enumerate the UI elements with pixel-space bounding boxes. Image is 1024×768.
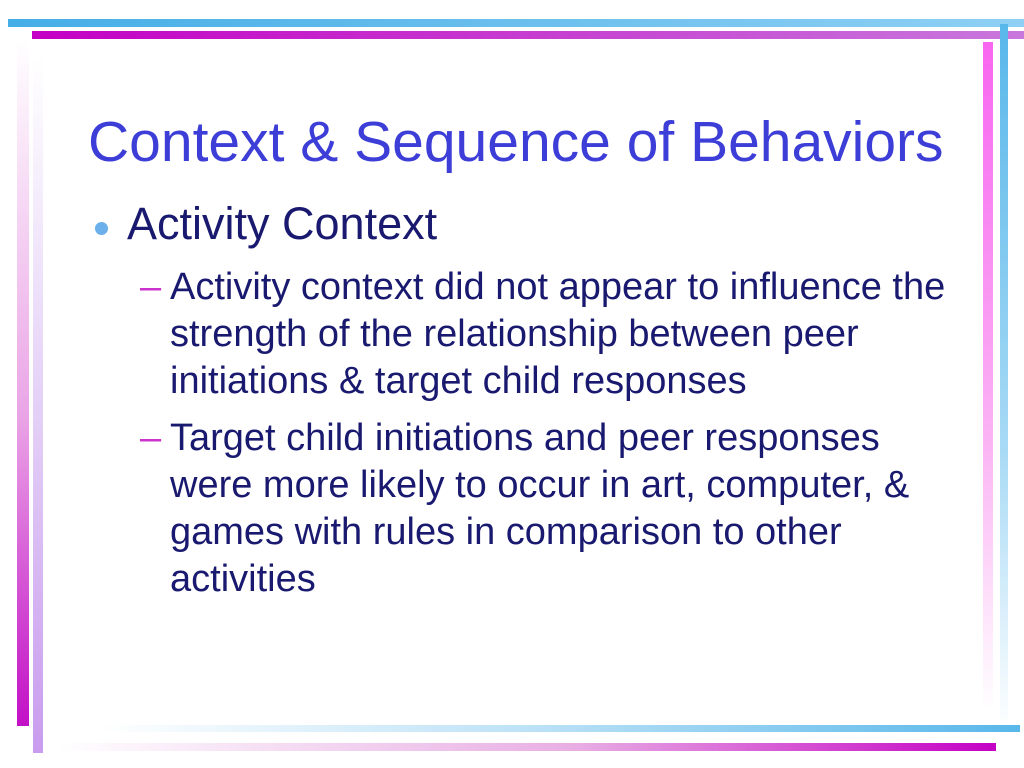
sub-bullet-text: Activity context did not appear to influence the strength of the relationship between peer initiations & target child responses <box>170 266 946 402</box>
bullet-label: Activity Context <box>127 198 438 249</box>
frame-bottom-magenta-line <box>60 743 996 751</box>
frame-left-magenta-line <box>17 40 29 726</box>
frame-top-magenta-line <box>32 31 1024 39</box>
frame-bottom-cyan-line <box>100 725 1020 732</box>
sub-bullet-text: Target child initiations and peer responses were more likely to occur in art, computer, & games with rules in comparison to other activities <box>170 417 910 600</box>
bullet-dot-icon <box>95 222 108 235</box>
dash-bullet-icon: – <box>140 417 162 459</box>
slide-body <box>88 196 968 603</box>
sub-bullet-item <box>88 415 968 603</box>
frame-right-cyan-line <box>1000 24 1008 734</box>
frame-top-cyan-line <box>8 19 1024 27</box>
bullet-marker-column <box>88 196 127 235</box>
frame-left-lavender-line <box>33 56 43 753</box>
bullet-item <box>88 196 968 252</box>
sub-bullet-list <box>88 264 968 603</box>
slide-title: Context & Sequence of Behaviors <box>88 110 944 174</box>
sub-bullet-item <box>88 264 968 405</box>
dash-bullet-icon: – <box>140 266 162 308</box>
